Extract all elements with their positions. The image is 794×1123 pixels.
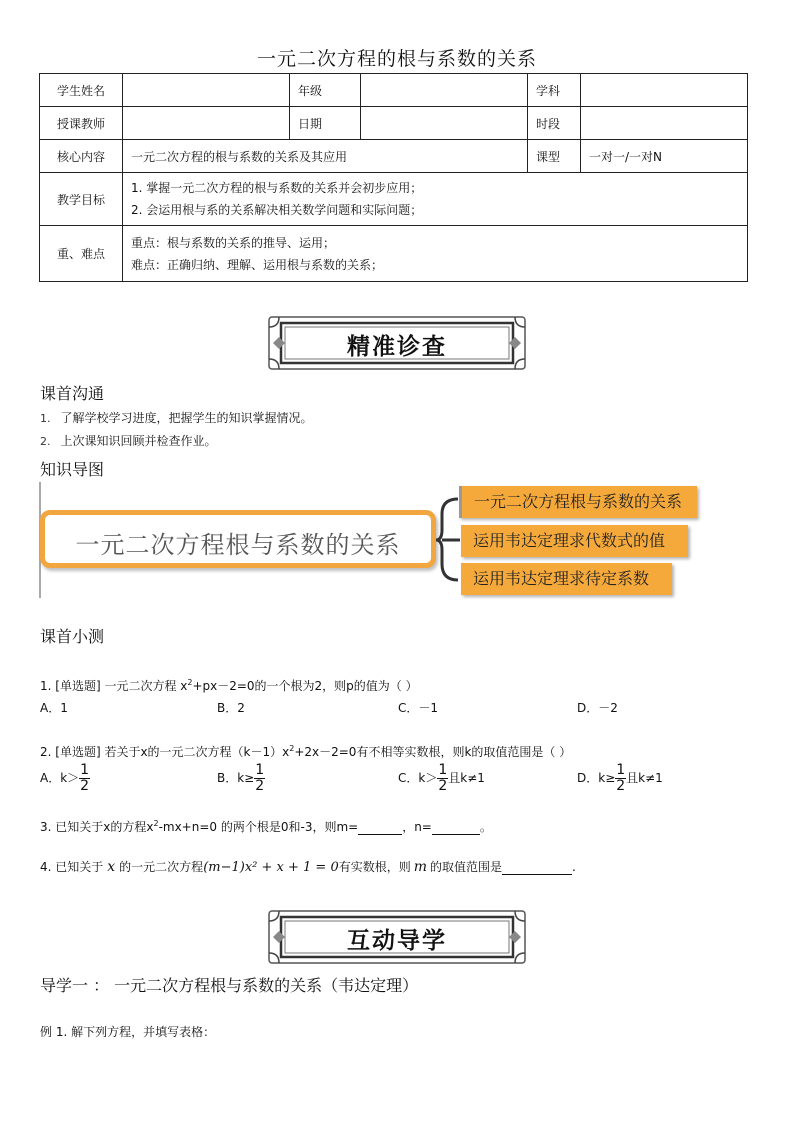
question-1-stem: 1. [单选题] 一元二次方程 $x^2+px-2=0$的一个根为2，则p的值为（ ） xyxy=(40,678,418,693)
grade-value[interactable] xyxy=(361,74,528,107)
section-banner-diagnosis xyxy=(265,313,529,373)
question-2-option-c[interactable]: C．k＞ $\frac{1}{2}$ 且k≠1 xyxy=(398,762,485,794)
section-banner-interactive xyxy=(265,907,529,967)
banner-title: 精准诊查 xyxy=(347,333,447,360)
date-value[interactable] xyxy=(361,107,528,140)
goals-label: 教学目标 xyxy=(40,173,123,226)
question-4-stem: 4. 已知关于 x 的一元二次方程(m−1)x² + x + 1 = 0有实数根，则 m 的取值范围是 . xyxy=(40,859,576,875)
subject-value[interactable] xyxy=(581,74,748,107)
banner-title: 互动导学 xyxy=(347,927,447,954)
question-1-option-a[interactable]: A．1 xyxy=(40,701,68,715)
core-content-value: 一元二次方程的根与系数的关系及其应用 xyxy=(123,140,528,173)
teacher-label: 授课教师 xyxy=(40,107,123,140)
equation: (m−1)x² + x + 1 = 0 xyxy=(203,860,339,875)
fraction: $\frac{1}{2}$ xyxy=(80,762,90,794)
teacher-value[interactable] xyxy=(123,107,290,140)
guide-heading: 导学一 ： 一元二次方程根与系数的关系（韦达定理） xyxy=(40,976,419,995)
goals-cell xyxy=(123,173,748,226)
question-3-stem: 3. 已知关于x的方程$x^2-mx+n=0$ 的两个根是0和-3，则m= ，n= 。 xyxy=(40,819,492,834)
period-value[interactable] xyxy=(581,107,748,140)
student-name-label: 学生姓名 xyxy=(40,74,123,107)
example-1: 例 1. 解下列方程，并填写表格： xyxy=(40,1025,216,1039)
map-main-node: 一元二次方程根与系数的关系 xyxy=(40,510,436,568)
period-label: 时段 xyxy=(528,107,581,140)
key-points-cell xyxy=(123,226,748,282)
goal-1: 1. 掌握一元二次方程的根与系数的关系并会初步应用； xyxy=(131,181,423,195)
map-branch-node: 运用韦达定理求代数式的值 xyxy=(461,525,688,557)
question-2-option-d[interactable]: D．k≥ $\frac{1}{2}$ 且k≠1 xyxy=(577,762,663,794)
answer-blank-m-range[interactable] xyxy=(502,860,572,875)
fraction: $\frac{1}{2}$ xyxy=(616,762,626,794)
communication-heading: 课首沟通 xyxy=(40,384,105,403)
answer-blank-n[interactable] xyxy=(432,820,480,835)
lesson-type-value: 一对一/一对N xyxy=(581,140,748,173)
goal-2: 2. 会运用根与系的关系解决相关数学问题和实际问题； xyxy=(131,203,423,217)
grade-label: 年级 xyxy=(290,74,361,107)
question-2-option-b[interactable]: B．k≥ $\frac{1}{2}$ xyxy=(217,762,265,794)
core-content-label: 核心内容 xyxy=(40,140,123,173)
lesson-info-table xyxy=(39,73,748,282)
knowledge-map-heading: 知识导图 xyxy=(40,460,105,479)
question-1-option-d[interactable]: D．－2 xyxy=(577,701,618,715)
map-branch-node: 运用韦达定理求待定系数 xyxy=(461,563,672,595)
fraction: $\frac{1}{2}$ xyxy=(438,762,448,794)
lesson-type-label: 课型 xyxy=(528,140,581,173)
date-label: 日期 xyxy=(290,107,361,140)
quiz-heading: 课首小测 xyxy=(40,627,105,646)
answer-blank-m[interactable] xyxy=(358,820,402,835)
fraction: $\frac{1}{2}$ xyxy=(255,762,265,794)
subject-label: 学科 xyxy=(528,74,581,107)
page-title: 一元二次方程的根与系数的关系 xyxy=(256,48,537,70)
key-points-label: 重、难点 xyxy=(40,226,123,282)
question-1-option-b[interactable]: B．2 xyxy=(217,701,245,715)
question-2-option-a[interactable]: A．k＞ $\frac{1}{2}$ xyxy=(40,762,90,794)
list-item: 1. 了解学校学习进度，把握学生的知识掌握情况。 xyxy=(40,411,313,425)
difficult-point: 难点：正确归纳、理解、运用根与系数的关系； xyxy=(131,257,384,272)
question-2-stem: 2. [单选题] 若关于x的一元二次方程$(k-1)x^2+2x-2=0$有不相等实数根，则k的取值范围是（ ） xyxy=(40,744,572,759)
student-name-value[interactable] xyxy=(123,74,290,107)
list-item: 2. 上次课知识回顾并检查作业。 xyxy=(40,434,217,448)
key-point: 重点：根与系数的关系的推导、运用； xyxy=(131,235,336,250)
map-branch-node: 一元二次方程根与系数的关系 xyxy=(459,486,697,518)
question-1-option-c[interactable]: C．－1 xyxy=(398,701,439,715)
